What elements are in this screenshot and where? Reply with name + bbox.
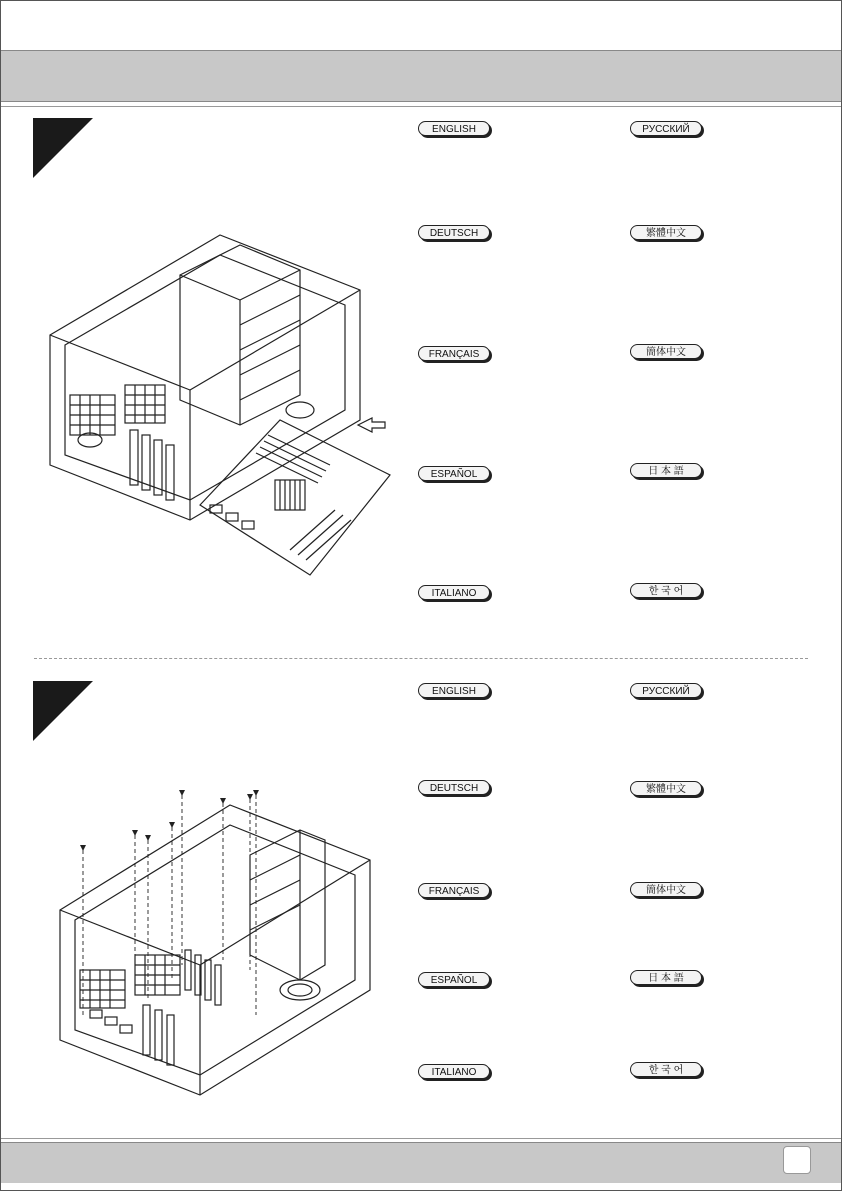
lang-badge-english: ENGLISH [418, 683, 490, 698]
lang-badge-francais: FRANÇAIS [418, 346, 490, 361]
page-number-box [783, 1146, 811, 1174]
lang-badge-korean: 한 국 어 [630, 1062, 702, 1077]
case-illustration-1 [40, 215, 400, 585]
lang-badge-traditional-chinese: 繁體中文 [630, 781, 702, 796]
case-illustration-2 [55, 785, 385, 1105]
lang-badge-korean: 한 국 어 [630, 583, 702, 598]
header-divider [1, 106, 841, 107]
footer-divider [1, 1138, 841, 1139]
step-marker-1 [33, 118, 93, 178]
lang-badge-espanol: ESPAÑOL [418, 972, 490, 987]
lang-badge-deutsch: DEUTSCH [418, 780, 490, 795]
lang-badge-deutsch: DEUTSCH [418, 225, 490, 240]
section-divider [34, 658, 808, 659]
lang-badge-japanese: 日 本 語 [630, 970, 702, 985]
case-motherboard-install-diagram [40, 215, 400, 585]
lang-badge-simplified-chinese: 簡体中文 [630, 882, 702, 897]
lang-badge-italiano: ITALIANO [418, 1064, 490, 1079]
lang-badge-espanol: ESPAÑOL [418, 466, 490, 481]
lang-badge-traditional-chinese: 繁體中文 [630, 225, 702, 240]
lang-badge-russian: РУССКИЙ [630, 683, 702, 698]
footer-bar [1, 1142, 841, 1183]
lang-badge-francais: FRANÇAIS [418, 883, 490, 898]
lang-badge-japanese: 日 本 語 [630, 463, 702, 478]
case-screw-install-diagram [55, 785, 385, 1105]
header-bar [1, 50, 841, 102]
lang-badge-simplified-chinese: 簡体中文 [630, 344, 702, 359]
lang-badge-russian: РУССКИЙ [630, 121, 702, 136]
lang-badge-english: ENGLISH [418, 121, 490, 136]
lang-badge-italiano: ITALIANO [418, 585, 490, 600]
step-marker-2 [33, 681, 93, 741]
